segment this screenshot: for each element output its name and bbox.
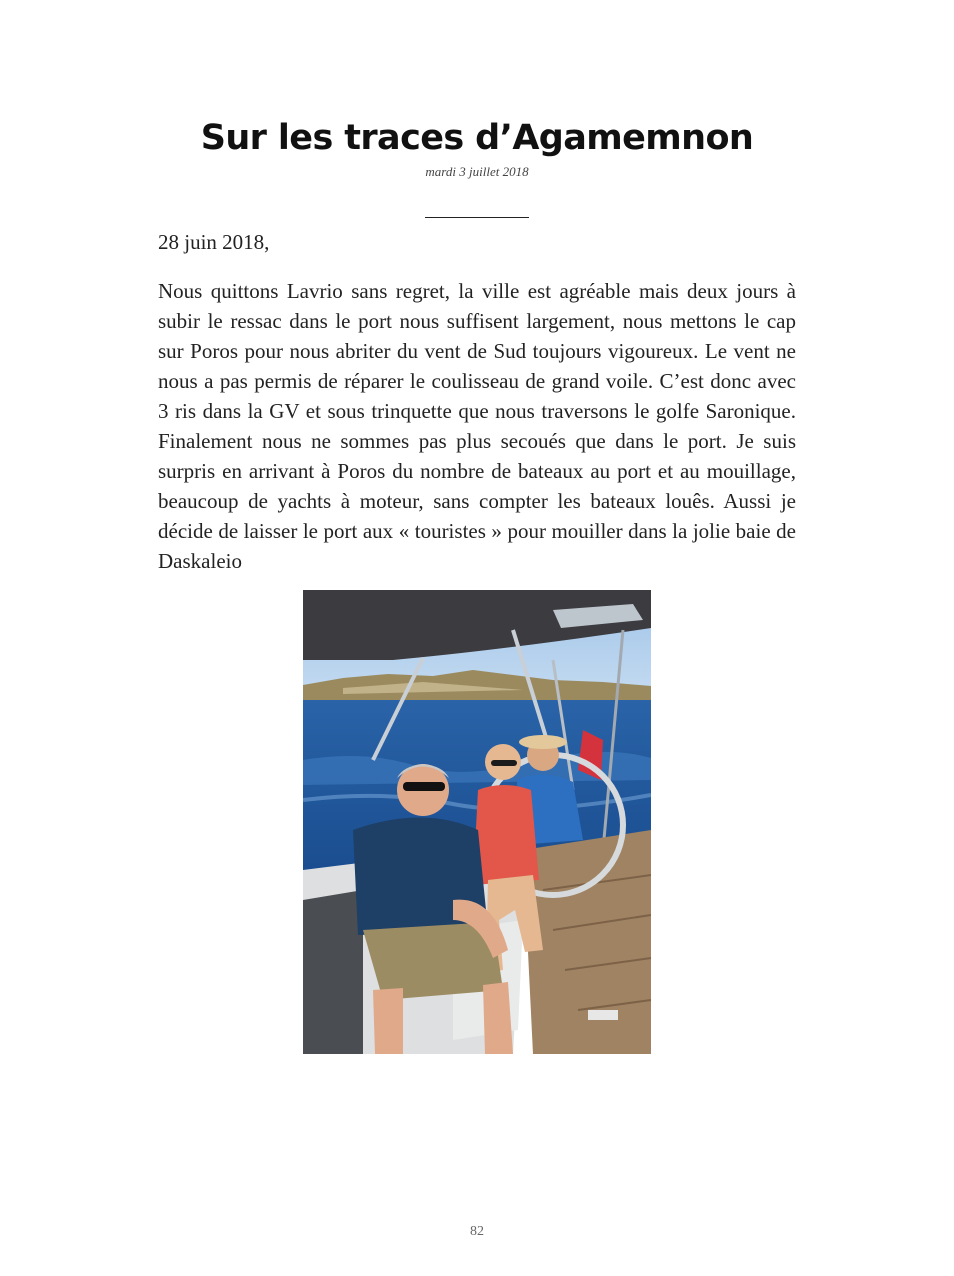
post-date: mardi 3 juillet 2018 [425, 164, 529, 179]
page-number: 82 [470, 1224, 484, 1239]
page-title: Sur les traces d’Agamemnon [200, 118, 754, 158]
sailing-photo [303, 590, 651, 1054]
body-paragraph: Nous quittons Lavrio sans regret, la ville est agréable mais deux jours à subir le ressac dans le port nous suffisent largement, nous mettons le cap sur Poros pour nous abriter du vent de Sud toujours vigoureux. Le vent ne nous a pas permis de réparer le coulisseau de grand voile. C’est donc avec 3 ris dans la GV et sous trinquette que nous traversons le golfe Saronique. Finalement nous ne sommes pas plus secoués que dans le port. Je suis surpris en arrivant à Poros du nombre de bateaux au port et au mouillage, beaucoup de yachts à moteur, sans compter les bateaux louês. Aussi je décide de laisser le port aux « touristes » pour mouiller dans la jolie baie de Daskaleio [158, 279, 796, 573]
title-separator [425, 217, 529, 218]
entry-date: 28 juin 2018, [158, 230, 270, 254]
